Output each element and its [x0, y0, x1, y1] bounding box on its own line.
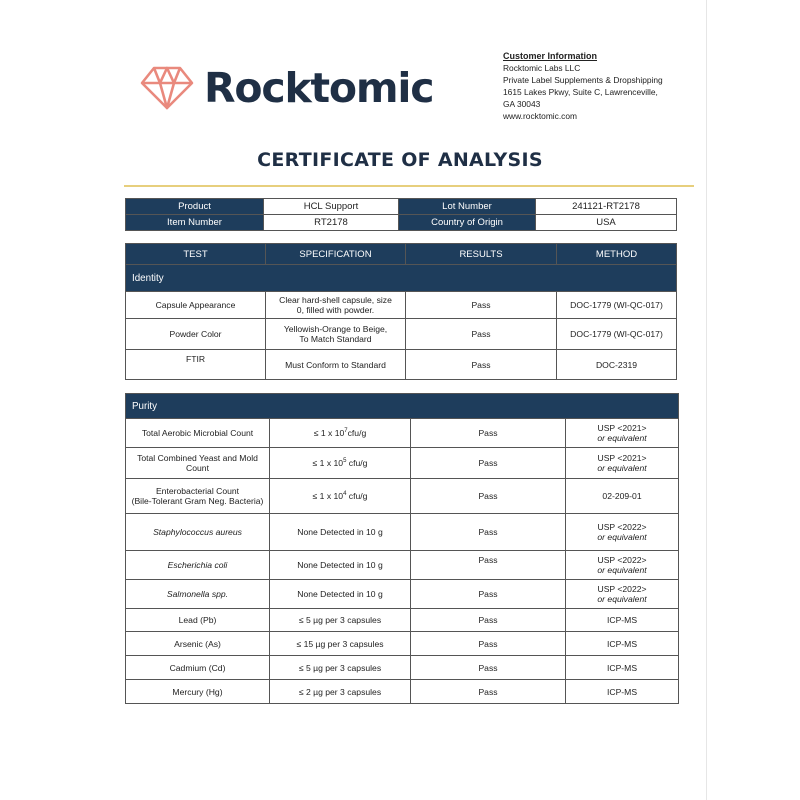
purity-table — [125, 393, 679, 704]
method-cell: DOC-1779 (WI-QC-017) — [557, 319, 677, 350]
table-row — [126, 292, 677, 319]
method-cell: USP <2021> or equivalent — [566, 448, 679, 479]
result-cell: Pass — [411, 609, 566, 632]
header-results: RESULTS — [406, 244, 557, 265]
test-cell: Enterobacterial Count (Bile-Tolerant Gram Neg. Bacteria) — [126, 479, 270, 514]
spec-cell: Yellowish-Orange to Beige, To Match Standard — [266, 319, 406, 350]
result-cell: Pass — [406, 350, 557, 380]
method-cell: 02-209-01 — [566, 479, 679, 514]
table-row — [126, 319, 677, 350]
item-label: Item Number — [126, 215, 264, 231]
table-header-row — [126, 244, 677, 265]
spec-cell: None Detected in 10 g — [270, 580, 411, 609]
test-cell: Salmonella spp. — [126, 580, 270, 609]
section-purity: Purity — [126, 394, 679, 419]
table-row — [126, 215, 677, 231]
section-row — [126, 265, 677, 292]
method-cell: ICP-MS — [566, 609, 679, 632]
customer-line: Rocktomic Labs LLC — [503, 63, 581, 73]
spec-cell: Clear hard-shell capsule, size 0, filled with powder. — [266, 292, 406, 319]
table-row — [126, 514, 679, 551]
identity-table — [125, 243, 677, 380]
spec-cell: ≤ 5 µg per 3 capsules — [270, 656, 411, 680]
test-cell: FTIR — [126, 350, 266, 380]
result-cell: Pass — [411, 680, 566, 704]
header-method: METHOD — [557, 244, 677, 265]
test-cell: Escherichia coli — [126, 551, 270, 580]
method-cell: ICP-MS — [566, 632, 679, 656]
item-value: RT2178 — [264, 215, 399, 231]
spec-cell: ≤ 1 x $10^5$ cfu/g — [270, 448, 411, 479]
result-cell: Pass — [411, 632, 566, 656]
table-row — [126, 656, 679, 680]
header-specification: SPECIFICATION — [266, 244, 406, 265]
table-row — [126, 479, 679, 514]
customer-line: 1615 Lakes Pkwy, Suite C, Lawrenceville, — [503, 87, 658, 97]
brand-name: Rocktomic — [204, 63, 434, 112]
product-info-table — [125, 198, 677, 231]
spec-cell: ≤ 1 x $10^7cfu/g$ — [270, 419, 411, 448]
method-cell: USP <2021> or equivalent — [566, 419, 679, 448]
result-cell: Pass — [411, 419, 566, 448]
customer-line: GA 30043 — [503, 99, 541, 109]
spec-cell: ≤ 1 x $10^4$ cfu/g — [270, 479, 411, 514]
product-value: HCL Support — [264, 199, 399, 215]
spec-cell: None Detected in 10 g — [270, 514, 411, 551]
header-test: TEST — [126, 244, 266, 265]
method-cell: USP <2022> or equivalent — [566, 514, 679, 551]
test-cell: Powder Color — [126, 319, 266, 350]
result-cell: Pass — [411, 448, 566, 479]
test-cell: Lead (Pb) — [126, 609, 270, 632]
test-cell: Cadmium (Cd) — [126, 656, 270, 680]
result-cell: Pass — [406, 292, 557, 319]
test-cell: Total Aerobic Microbial Count — [126, 419, 270, 448]
document-title: CERTIFICATE OF ANALYSIS — [257, 149, 543, 171]
diamond-logo-icon — [140, 66, 194, 110]
customer-info-title: Customer Information — [503, 51, 598, 61]
result-cell: Pass — [406, 319, 557, 350]
table-row — [126, 580, 679, 609]
lot-label: Lot Number — [399, 199, 536, 215]
test-cell: Mercury (Hg) — [126, 680, 270, 704]
spec-cell: Must Conform to Standard — [266, 350, 406, 380]
spec-cell: ≤ 2 µg per 3 capsules — [270, 680, 411, 704]
table-row — [126, 419, 679, 448]
method-cell: ICP-MS — [566, 656, 679, 680]
test-cell: Arsenic (As) — [126, 632, 270, 656]
table-row — [126, 448, 679, 479]
spec-cell: None Detected in 10 g — [270, 551, 411, 580]
method-cell: DOC-2319 — [557, 350, 677, 380]
method-cell: DOC-1779 (WI-QC-017) — [557, 292, 677, 319]
spec-cell: ≤ 5 µg per 3 capsules — [270, 609, 411, 632]
brand-logo — [140, 63, 434, 112]
result-cell: Pass — [411, 580, 566, 609]
origin-value: USA — [536, 215, 677, 231]
customer-information — [503, 50, 663, 122]
table-row — [126, 350, 677, 380]
product-label: Product — [126, 199, 264, 215]
test-cell: Staphylococcus aureus — [126, 514, 270, 551]
method-cell: ICP-MS — [566, 680, 679, 704]
method-cell: USP <2022> or equivalent — [566, 580, 679, 609]
result-cell: Pass — [411, 479, 566, 514]
customer-line: Private Label Supplements & Dropshipping — [503, 75, 663, 85]
title-divider — [124, 185, 694, 187]
test-cell: Total Combined Yeast and Mold Count — [126, 448, 270, 479]
result-cell: Pass — [411, 514, 566, 551]
table-row — [126, 609, 679, 632]
customer-line: www.rocktomic.com — [503, 111, 577, 121]
result-cell: Pass — [411, 551, 566, 580]
test-cell: Capsule Appearance — [126, 292, 266, 319]
origin-label: Country of Origin — [399, 215, 536, 231]
section-identity: Identity — [126, 265, 677, 292]
table-row — [126, 199, 677, 215]
section-row — [126, 394, 679, 419]
spec-cell: ≤ 15 µg per 3 capsules — [270, 632, 411, 656]
table-row — [126, 551, 679, 580]
result-cell: Pass — [411, 656, 566, 680]
method-cell: USP <2022> or equivalent — [566, 551, 679, 580]
lot-value: 241121-RT2178 — [536, 199, 677, 215]
page-edge — [706, 0, 707, 800]
table-row — [126, 632, 679, 656]
table-row — [126, 680, 679, 704]
